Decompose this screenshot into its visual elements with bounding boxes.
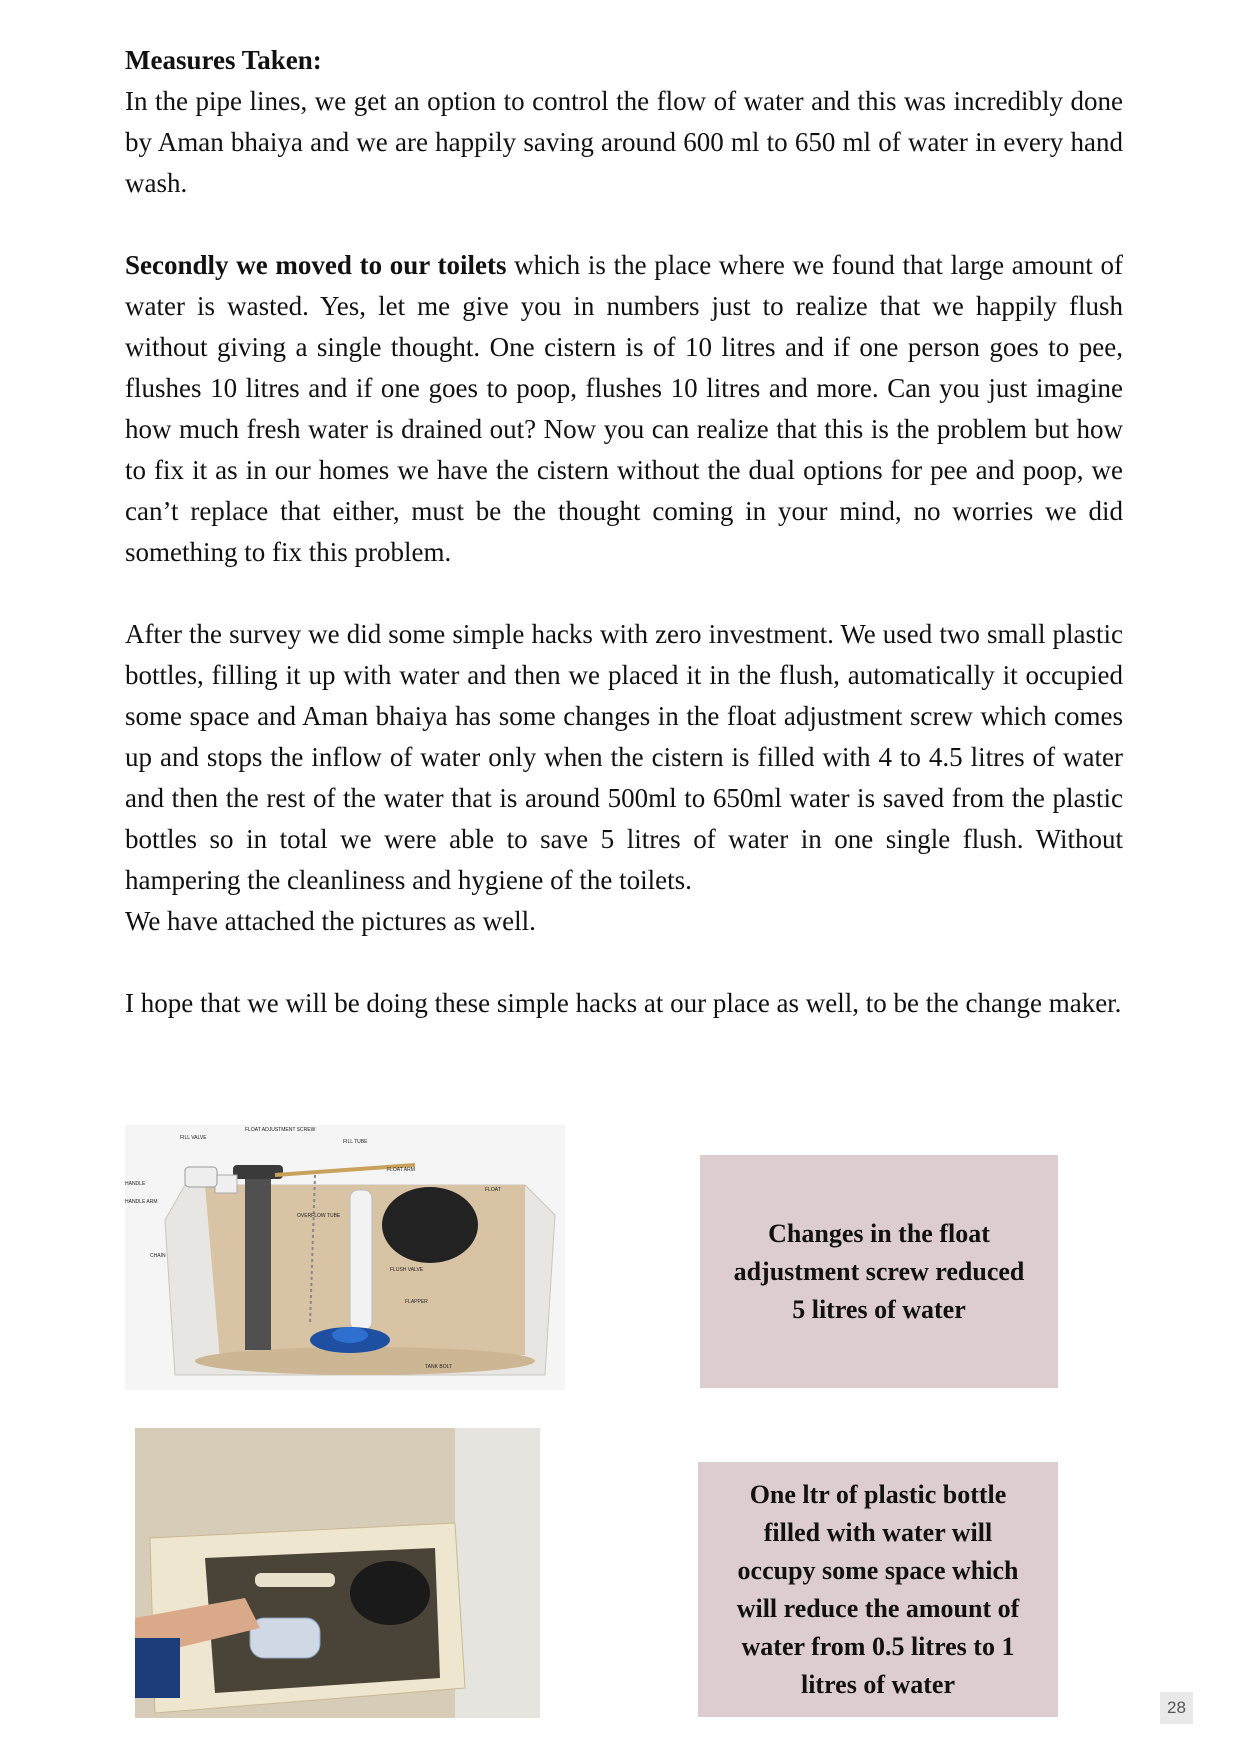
- paragraph-toilets: [125, 245, 1123, 573]
- paragraph-closing: I hope that we will be doing these simple hacks at our place as well, to be the change maker.: [125, 988, 1122, 1018]
- caption-float-adjustment: Changes in the float adjustment screw reduced 5 litres of water: [700, 1155, 1058, 1388]
- label-fill-valve: FILL VALVE: [180, 1135, 207, 1141]
- label-overflow-tube: OVERFLOW TUBE: [297, 1213, 341, 1219]
- label-float: FLOAT: [485, 1187, 501, 1193]
- page-number: 28: [1160, 1692, 1193, 1724]
- label-float-arm: FLOAT ARM: [387, 1167, 415, 1173]
- caption-plastic-bottle: One ltr of plastic bottle filled with water will occupy some space which will reduce the amount of water from 0.5 litres to 1 litres of water: [698, 1462, 1058, 1717]
- body-text: [125, 40, 1123, 1024]
- paragraph-hand-wash: In the pipe lines, we get an option to control the flow of water and this was incredibly done by Aman bhaiya and we are happily saving around 600 ml to 650 ml of water in every hand wash.: [125, 86, 1123, 198]
- label-fill-tube: FILL TUBE: [343, 1139, 368, 1145]
- label-chain: CHAIN: [150, 1253, 166, 1259]
- cistern-bottle-photo: [135, 1428, 540, 1718]
- label-flapper: FLAPPER: [405, 1299, 428, 1305]
- paragraph-toilets-rest: which is the place where we found that large amount of water is wasted. Yes, let me give you in numbers just to realize that we happily flush without giving a single thought. One cistern is of 10 litres and if one person goes to pee, flushes 10 litres and if one goes to poop, flushes 10 litres and more. Can you just imagine how much fresh water is drained out? Now you can realize that this is the problem but how to fix it as in our homes we have the cistern without the dual options for pee and poop, we can’t replace that either, must be the thought coming in your mind, no worries we did something to fix this problem.: [125, 250, 1123, 567]
- cistern-diagram-image: [125, 1125, 565, 1390]
- paragraph-hacks: After the survey we did some simple hacks with zero investment. We used two small plastic bottles, filling it up with water and then we placed it in the flush, automatically it occupied some space and Aman bhaiya has some changes in the float adjustment screw which comes up and stops the inflow of water only when the cistern is filled with 4 to 4.5 litres of water and then the rest of the water that is around 500ml to 650ml water is saved from the plastic bottles so in total we were able to save 5 litres of water in one single flush. Without hampering the cleanliness and hygiene of the toilets.: [125, 619, 1123, 895]
- label-handle: HANDLE: [125, 1181, 146, 1187]
- paragraph-pictures-note: We have attached the pictures as well.: [125, 906, 536, 936]
- paragraph-toilets-lead: Secondly we moved to our toilets: [125, 250, 507, 280]
- section-heading: Measures Taken:: [125, 45, 322, 75]
- label-flush-valve: FLUSH VALVE: [390, 1267, 424, 1273]
- label-tank-bolt: TANK BOLT: [425, 1364, 453, 1370]
- label-handle-arm: HANDLE ARM: [125, 1199, 158, 1205]
- label-float-adjustment-screw: FLOAT ADJUSTMENT SCREW: [245, 1127, 316, 1133]
